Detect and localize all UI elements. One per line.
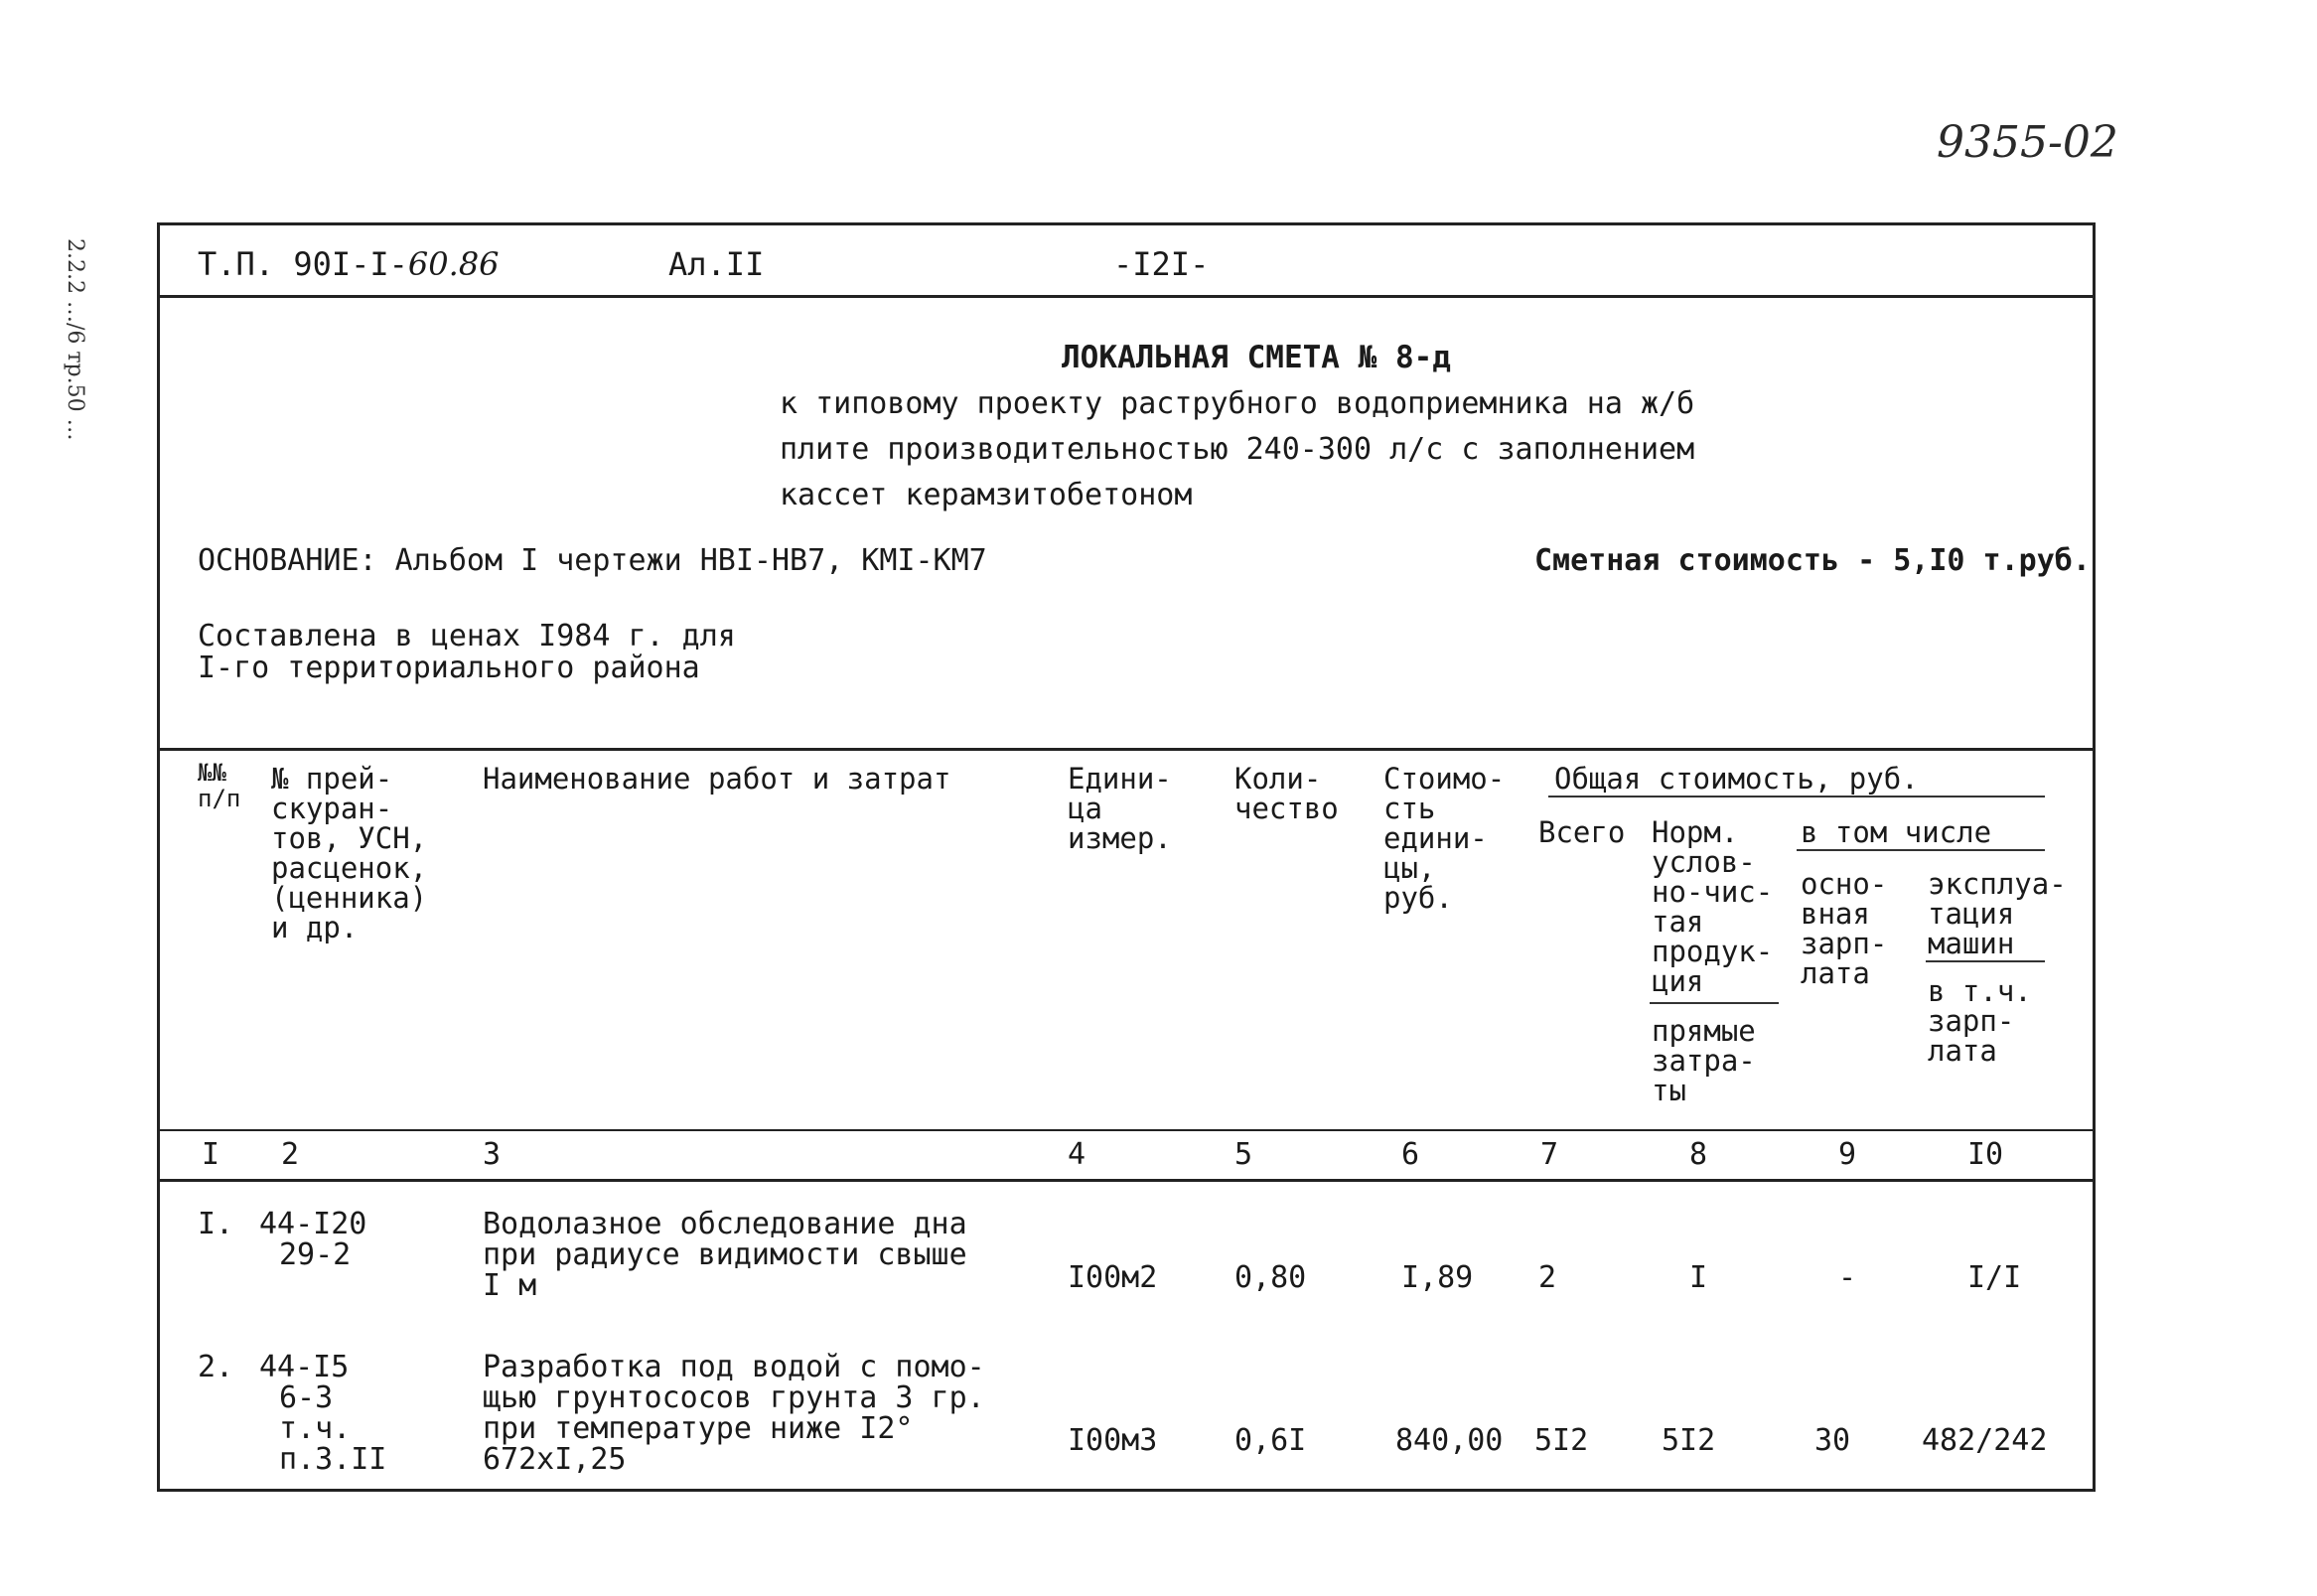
estimate-sheet: [157, 222, 2096, 1492]
table-top-divider: [160, 748, 2093, 751]
col-header-unit-line: ца: [1068, 792, 1102, 825]
col-header-total-cost: Общая стоимость, руб.: [1554, 762, 1919, 796]
row-code: [259, 1209, 366, 1270]
col-header-norm-line: продук-: [1652, 935, 1774, 968]
colnum-5: 5: [1234, 1137, 1253, 1172]
including-underline: [1797, 849, 2045, 851]
col-header-machines-salary-line: зарп-: [1928, 1004, 2015, 1038]
estimated-cost: Сметная стоимость - 5,I0 т.руб.: [1534, 543, 2091, 578]
col-header-salary-line: осно-: [1801, 867, 1888, 901]
col-header-base-salary: [1801, 869, 1887, 988]
row-name-line: при температуре ниже I2°: [483, 1411, 914, 1446]
col-header-unit-line: измер.: [1068, 821, 1172, 855]
col-header-code-line: (ценника): [271, 881, 428, 915]
col-header-unit-line: Едини-: [1068, 762, 1172, 796]
row-direct-costs: I: [1689, 1260, 1708, 1295]
col-header-number-line: п/п: [198, 785, 241, 812]
row-machines: I/I: [1967, 1260, 2022, 1295]
title-line-4: кассет керамзитобетоном: [780, 478, 1193, 512]
col-header-machines-line: эксплуа-: [1928, 867, 2067, 901]
title-line-3: плите производительностью 240-300 л/с с заполнением: [780, 432, 1695, 467]
col-header-number: [198, 760, 240, 811]
col-header-unit: [1068, 764, 1172, 853]
row-base-salary: -: [1838, 1260, 1857, 1295]
prices-line-2: I-го территориального района: [198, 651, 700, 685]
project-number-handwritten: 60.86: [407, 245, 500, 283]
col-header-salary-line: вная: [1801, 897, 1870, 931]
row-machines: 482/242: [1922, 1423, 2048, 1458]
colnum-4: 4: [1068, 1137, 1086, 1172]
col-header-code-line: расценок,: [271, 851, 428, 885]
col-header-direct-costs: [1652, 1016, 1756, 1105]
col-header-direct-line: затра-: [1652, 1044, 1756, 1078]
colnum-8: 8: [1689, 1137, 1708, 1172]
row-name-line: I м: [483, 1268, 537, 1303]
colnum-7: 7: [1540, 1137, 1559, 1172]
row-unit: I00м3: [1068, 1423, 1158, 1458]
column-numbers-top-line: [160, 1129, 2093, 1131]
row-number: I.: [198, 1207, 234, 1241]
row-name: [483, 1209, 967, 1301]
row-base-salary: 30: [1814, 1423, 1851, 1458]
col-header-total: Всего: [1538, 815, 1626, 849]
row-code: [259, 1352, 386, 1475]
album-label: Ал.II: [668, 245, 765, 283]
col-header-norm-line: но-чис-: [1652, 875, 1774, 909]
col-header-code-line: скуран-: [271, 792, 393, 825]
col-header-salary-line: лата: [1801, 956, 1870, 990]
row-quantity: 0,6I: [1234, 1423, 1307, 1458]
col-header-norm-line: ция: [1652, 964, 1704, 998]
row-number: 2.: [198, 1350, 234, 1384]
total-cost-underline: [1548, 796, 2045, 798]
machines-underline: [1926, 960, 2045, 962]
colnum-3: 3: [483, 1137, 502, 1172]
col-header-including: в том числе: [1801, 815, 1992, 849]
norm-underline: [1650, 1002, 1779, 1004]
row-name-line: Водолазное обследование дна: [483, 1207, 967, 1241]
col-header-quantity: [1234, 764, 1339, 823]
row-quantity: 0,80: [1234, 1260, 1307, 1295]
row-unit-cost: I,89: [1401, 1260, 1474, 1295]
col-header-machines: [1928, 869, 2067, 958]
row-total: 5I2: [1534, 1423, 1589, 1458]
row-unit: I00м2: [1068, 1260, 1158, 1295]
col-header-machines-line: машин: [1928, 927, 2015, 960]
row-name-line: Разработка под водой с помо-: [483, 1350, 985, 1384]
row-code-line: 44-I5: [259, 1350, 350, 1384]
col-header-machines-salary-line: в т.ч.: [1928, 974, 2032, 1008]
col-header-unit-cost-line: руб.: [1383, 881, 1453, 915]
col-header-unit-cost-line: Стоимо-: [1383, 762, 1506, 796]
col-header-direct-line: прямые: [1652, 1014, 1756, 1048]
prices-line-1: Составлена в ценах I984 г. для: [198, 619, 736, 653]
col-header-salary-line: зарп-: [1801, 927, 1888, 960]
col-header-code-line: № прей-: [271, 762, 393, 796]
col-header-norm-line: тая: [1652, 905, 1704, 939]
col-header-code-line: и др.: [271, 911, 359, 944]
corner-archive-code: 9355-02: [1937, 117, 2118, 168]
row-code-line: т.ч.: [279, 1411, 352, 1446]
row-name-line: щью грунтососов грунта 3 гр.: [483, 1380, 985, 1415]
col-header-machines-salary: [1928, 976, 2032, 1066]
row-name-line: при радиусе видимости свыше: [483, 1237, 967, 1272]
col-header-machines-line: тация: [1928, 897, 2015, 931]
column-numbers-bottom-line: [160, 1179, 2093, 1182]
col-header-code: [271, 764, 427, 943]
title-line-2: к типовому проекту раструбного водоприемника на ж/б: [780, 386, 1695, 421]
col-header-unit-cost: [1383, 764, 1505, 913]
project-number: [198, 245, 500, 283]
col-header-code-line: тов, УСН,: [271, 821, 428, 855]
row-code-line: 29-2: [279, 1237, 352, 1272]
colnum-1: I: [202, 1137, 220, 1172]
colnum-6: 6: [1401, 1137, 1420, 1172]
col-header-quantity-line: чество: [1234, 792, 1339, 825]
col-header-norm-line: Норм.: [1652, 815, 1739, 849]
col-header-name: Наименование работ и затрат: [483, 762, 951, 796]
row-code-line: п.3.II: [279, 1442, 387, 1477]
colnum-2: 2: [281, 1137, 300, 1172]
header-divider: [160, 295, 2093, 298]
col-header-quantity-line: Коли-: [1234, 762, 1322, 796]
row-direct-costs: 5I2: [1662, 1423, 1716, 1458]
col-header-unit-cost-line: цы,: [1383, 851, 1436, 885]
col-header-direct-line: ты: [1652, 1074, 1686, 1107]
project-number-prefix: Т.П. 90I-I-: [198, 245, 408, 283]
page-number: -I2I-: [1113, 245, 1210, 283]
side-stamp: 2.2.2 …/6 тр.50 …: [63, 238, 87, 441]
basis-text: ОСНОВАНИЕ: Альбом I чертежи НВI-НВ7, КМI-КМ7: [198, 543, 987, 578]
row-total: 2: [1538, 1260, 1557, 1295]
col-header-unit-cost-line: сть: [1383, 792, 1436, 825]
estimate-title: ЛОКАЛЬНАЯ СМЕТА № 8-д: [1062, 340, 1451, 375]
row-name-line: 672xI,25: [483, 1442, 627, 1477]
col-header-machines-salary-line: лата: [1928, 1034, 1997, 1068]
col-header-number-line: №№: [198, 759, 226, 787]
row-code-line: 44-I20: [259, 1207, 367, 1241]
row-name: [483, 1352, 985, 1475]
colnum-10: I0: [1967, 1137, 2004, 1172]
row-unit-cost: 840,00: [1395, 1423, 1504, 1458]
col-header-unit-cost-line: едини-: [1383, 821, 1488, 855]
row-code-line: 6-3: [279, 1380, 334, 1415]
colnum-9: 9: [1838, 1137, 1857, 1172]
col-header-norm-production: [1652, 817, 1773, 996]
col-header-norm-line: услов-: [1652, 845, 1756, 879]
